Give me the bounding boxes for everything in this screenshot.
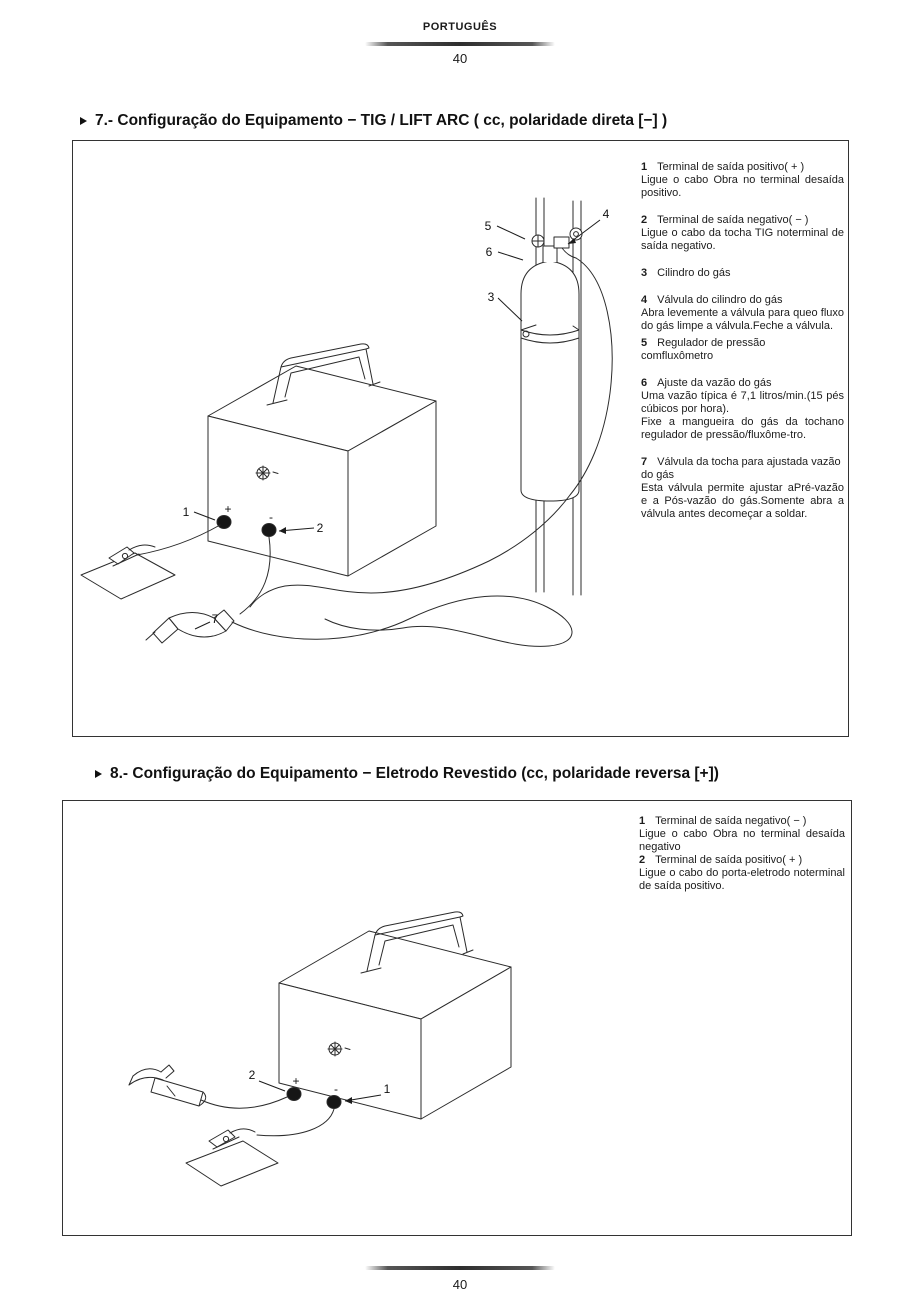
work-clamp-and-plate bbox=[81, 545, 175, 599]
note-item bbox=[641, 267, 844, 280]
note-title-text: Terminal de saída positivo( + ) bbox=[657, 161, 805, 173]
positive-terminal bbox=[287, 1088, 301, 1101]
note-number: 1 bbox=[641, 161, 648, 173]
note-number: 6 bbox=[641, 377, 648, 389]
note-title-text: Regulador de pressão bbox=[657, 337, 766, 349]
note-number: 1 bbox=[639, 815, 646, 827]
note-title bbox=[639, 854, 845, 867]
section7-heading bbox=[80, 112, 667, 130]
note-title bbox=[641, 294, 844, 307]
note-body: Uma vazão típica é 7,1 litros/min.(15 pés cúbicos por hora). bbox=[641, 390, 844, 415]
note-title-text: Cilindro do gás bbox=[657, 267, 731, 279]
callout-2: 2 bbox=[248, 1068, 256, 1082]
note-item bbox=[641, 337, 844, 363]
callout-1: 1 bbox=[383, 1082, 391, 1096]
note-item bbox=[639, 854, 845, 893]
note-item bbox=[641, 377, 844, 442]
note-body: Ligue o cabo do porta-eletrodo noterminal de saída positivo. bbox=[639, 867, 845, 892]
figure7-diagram bbox=[73, 141, 638, 738]
positive-label: + bbox=[292, 1074, 300, 1088]
note-title bbox=[641, 161, 844, 174]
callout-2: 2 bbox=[316, 521, 324, 535]
page-number-top: 40 bbox=[452, 51, 468, 66]
note-number: 2 bbox=[641, 214, 648, 226]
electrode-holder bbox=[129, 1065, 206, 1106]
note-title bbox=[639, 815, 845, 828]
work-cable bbox=[257, 1109, 334, 1136]
callout-6: 6 bbox=[485, 245, 493, 259]
note-item bbox=[641, 214, 844, 253]
figure8-notes bbox=[639, 815, 845, 907]
electrode-cable bbox=[201, 1097, 287, 1108]
note-body: Ligue o cabo da tocha TIG noterminal de saída negativo. bbox=[641, 227, 844, 252]
note-body: Ligue o cabo Obra no terminal desaída positivo. bbox=[641, 174, 844, 199]
note-title-text: Válvula da tocha para ajustada vazão do gás bbox=[641, 456, 841, 481]
note-title bbox=[641, 456, 844, 482]
section8-heading bbox=[95, 765, 719, 783]
negative-label: - bbox=[334, 1082, 338, 1096]
note-title-text: Ajuste da vazão do gás bbox=[657, 377, 772, 389]
note-title bbox=[641, 267, 844, 280]
note-item bbox=[639, 815, 845, 854]
callout-1: 1 bbox=[182, 505, 190, 519]
negative-label: - bbox=[269, 510, 273, 524]
callout-7: 7 bbox=[211, 612, 219, 626]
note-item bbox=[641, 456, 844, 521]
note-body: Esta válvula permite ajustar aPré-vazão e a Pós-vazão do gás.Somente abra a válvula antes decomeçar a soldar. bbox=[641, 482, 844, 520]
positive-label: + bbox=[224, 502, 232, 516]
tig-torch bbox=[146, 610, 234, 643]
section8-title: 8.- Configuração do Equipamento − Eletrodo Revestido (cc, polaridade reversa [+]) bbox=[110, 765, 719, 782]
note-item bbox=[641, 294, 844, 333]
note-number: 4 bbox=[641, 294, 648, 306]
callout-5: 5 bbox=[484, 219, 492, 233]
negative-terminal bbox=[262, 524, 276, 537]
header-rule bbox=[365, 42, 555, 46]
positive-terminal bbox=[217, 516, 231, 529]
welding-machine bbox=[279, 912, 511, 1119]
section7-title: 7.- Configuração do Equipamento − TIG / LIFT ARC ( cc, polaridade direta [−] ) bbox=[95, 112, 668, 129]
callout-3: 3 bbox=[487, 290, 495, 304]
note-title-text: Válvula do cilindro do gás bbox=[657, 294, 783, 306]
triangle-bullet-icon bbox=[95, 770, 102, 778]
negative-terminal bbox=[327, 1096, 341, 1109]
note-number: 3 bbox=[641, 267, 648, 279]
note-body: comfluxômetro bbox=[641, 350, 714, 362]
figure8-diagram bbox=[63, 801, 633, 1237]
figure7-notes bbox=[641, 161, 844, 535]
note-title-text: Terminal de saída positivo( + ) bbox=[655, 854, 803, 866]
page-number-bottom: 40 bbox=[452, 1277, 468, 1292]
language-label: PORTUGUÊS bbox=[422, 21, 498, 33]
figure8-box bbox=[62, 800, 852, 1236]
note-title-text: Terminal de saída negativo( − ) bbox=[657, 214, 809, 226]
work-clamp-and-plate bbox=[186, 1129, 278, 1186]
note-item bbox=[641, 161, 844, 200]
note-number: 2 bbox=[639, 854, 646, 866]
note-number: 5 bbox=[641, 337, 648, 349]
welding-machine bbox=[208, 344, 436, 576]
note-title bbox=[641, 214, 844, 227]
note-title bbox=[641, 377, 844, 390]
note-body-2: Fixe a mangueira do gás da tochano regulador de pressão/fluxôme-tro. bbox=[641, 416, 844, 441]
figure7-box bbox=[72, 140, 849, 737]
note-title-text: Terminal de saída negativo( − ) bbox=[655, 815, 807, 827]
note-body: Ligue o cabo Obra no terminal desaída negativo bbox=[639, 828, 845, 853]
callout-4: 4 bbox=[602, 207, 610, 221]
triangle-bullet-icon bbox=[80, 117, 87, 125]
note-number: 7 bbox=[641, 456, 648, 468]
footer-rule bbox=[365, 1266, 555, 1270]
note-body: Abra levemente a válvula para queo fluxo do gás limpe a válvula.Feche a válvula. bbox=[641, 307, 844, 332]
note-title bbox=[641, 337, 844, 350]
